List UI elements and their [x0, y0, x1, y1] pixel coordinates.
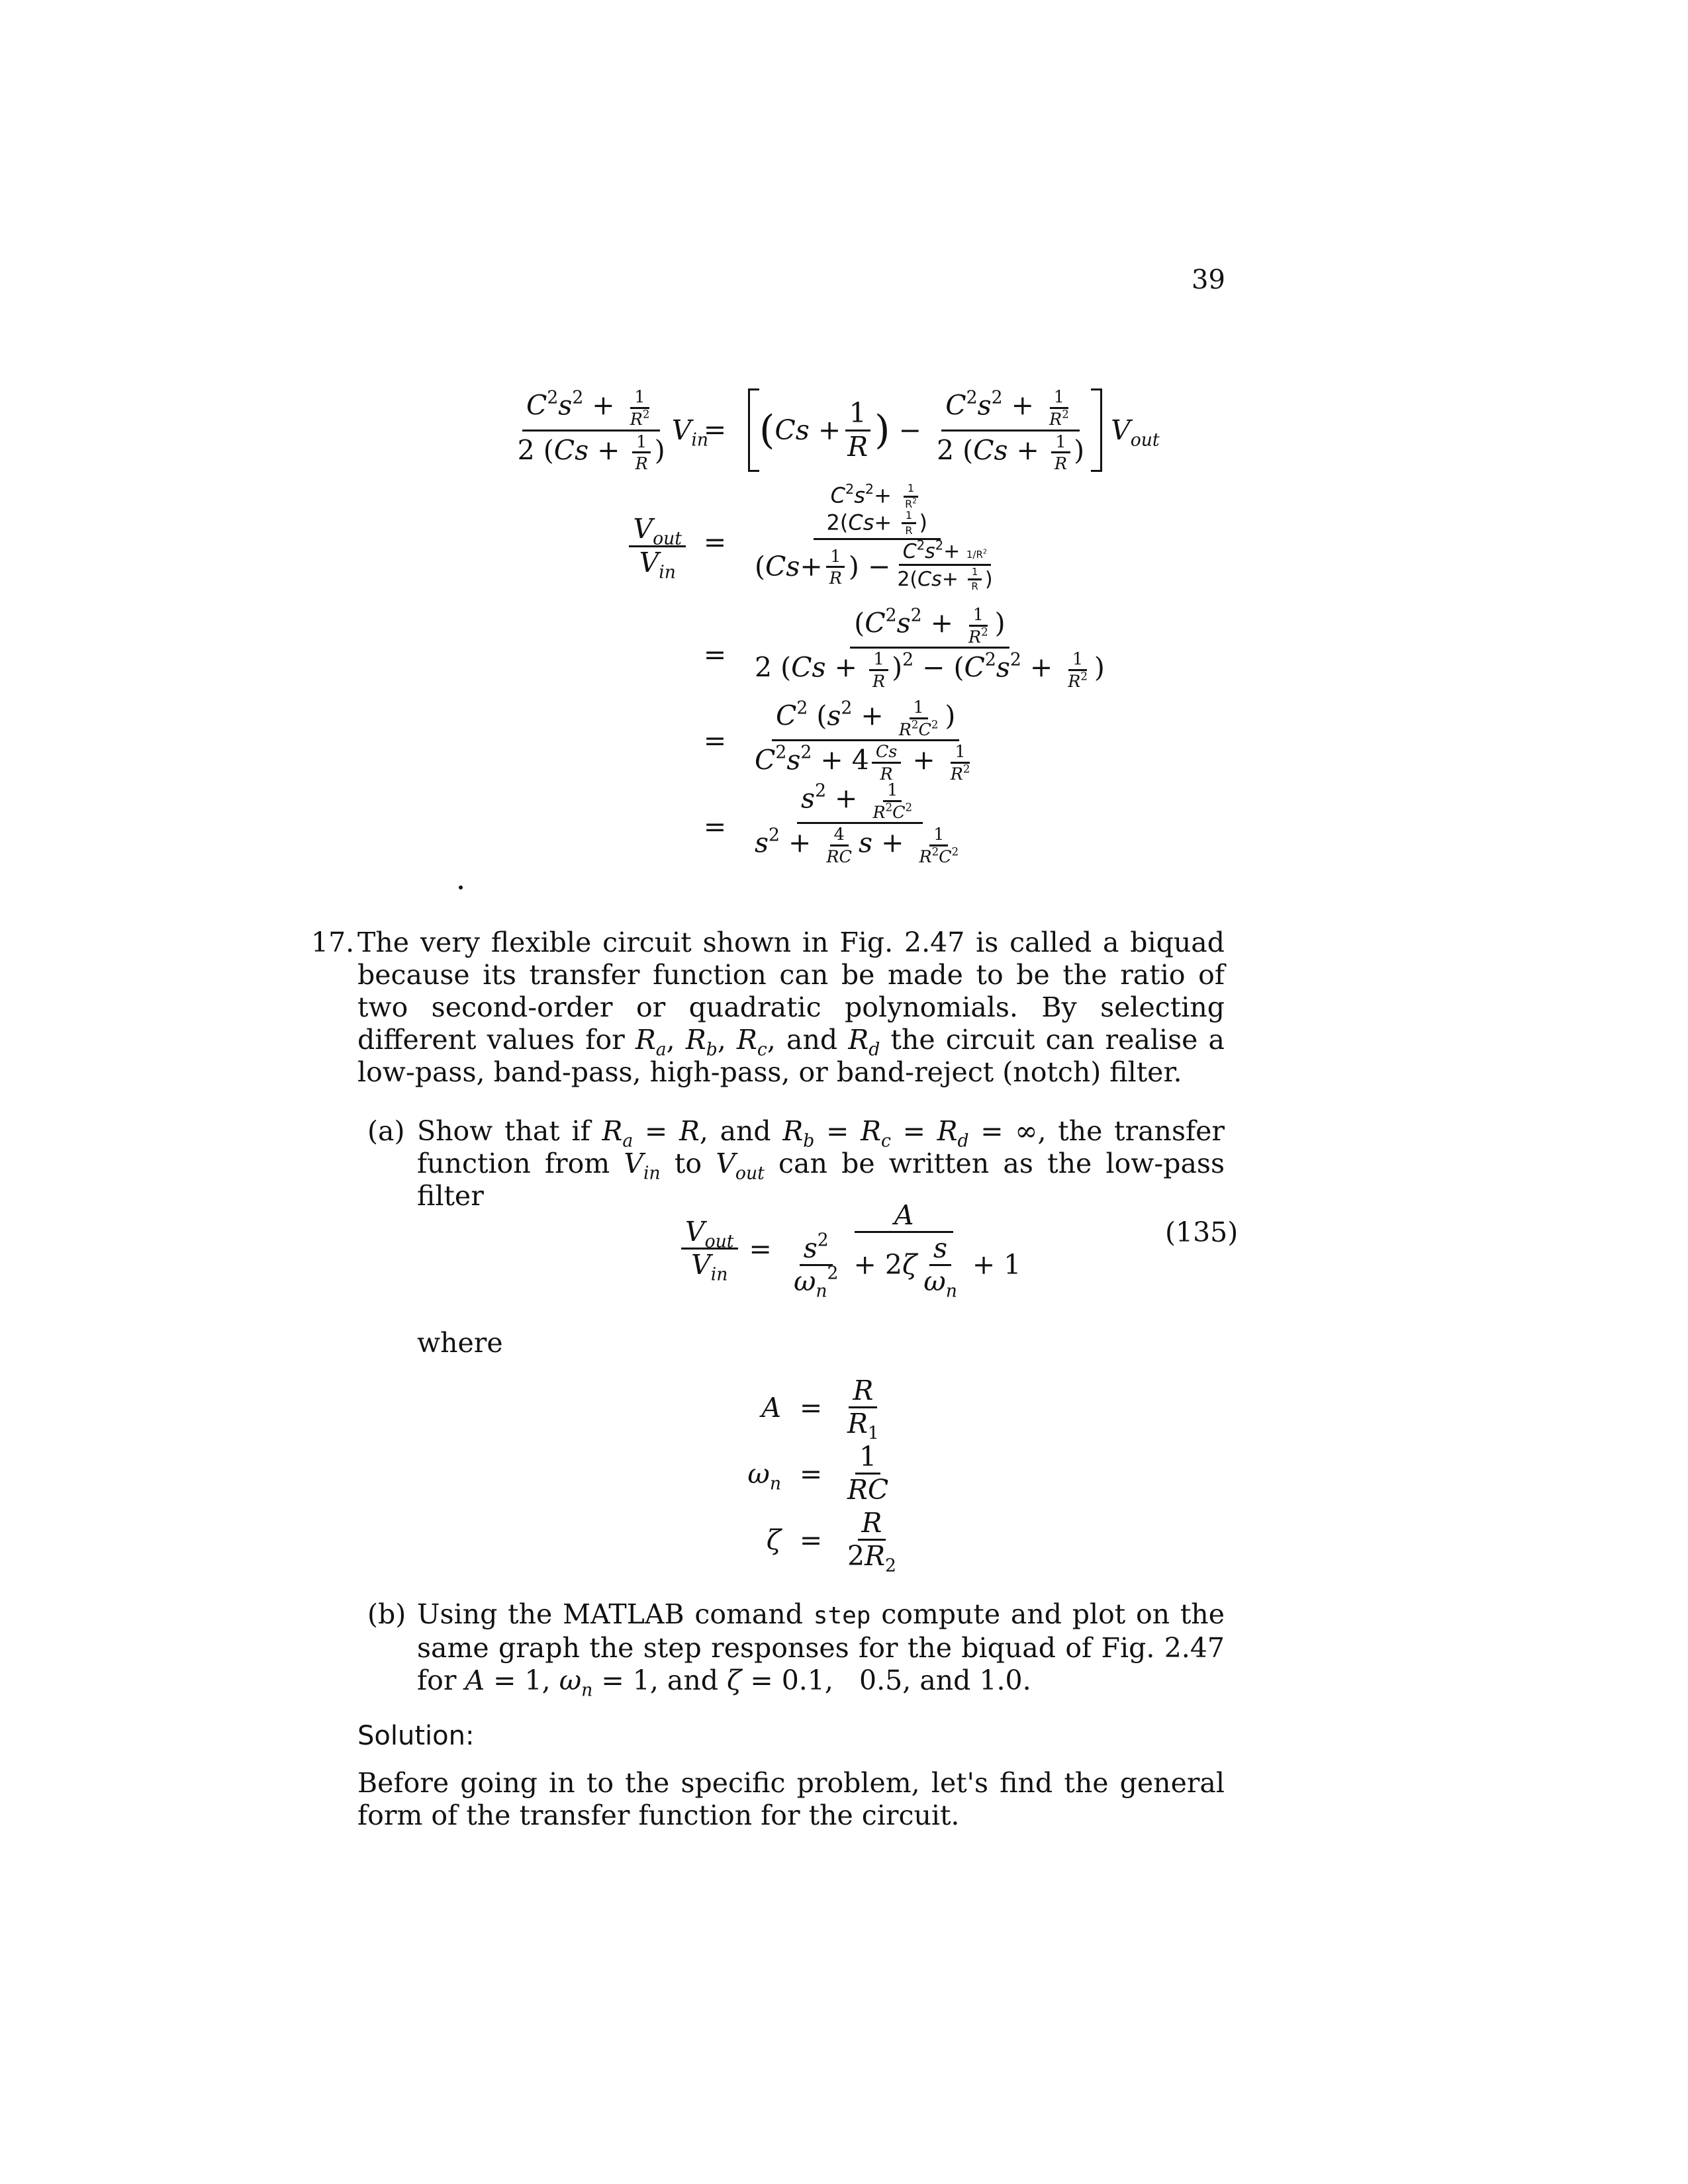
derivation-line5-rhs: $s^2$ + $\frac{1}{R^2C^2}$ $s^2$ + $\frac{4}{RC}$ s + $\frac{1}{R^2C^2}$ — [755, 780, 959, 867]
derivation-line1-lhs: $C^2s^2$ + $\frac{1}{R^2}$ 2 (Cs + $\frac{1}{R}$ ) $V_{in}$ — [517, 387, 708, 474]
where-label: where — [417, 1327, 503, 1359]
solution-heading: Solution: — [357, 1721, 475, 1751]
vin-symbol: $V_{in}$ — [671, 414, 708, 451]
equation-number: (135) — [1165, 1216, 1239, 1248]
equals-sign: = — [703, 725, 727, 756]
equals-sign: = — [703, 414, 727, 445]
derivation-line2-lhs: $\frac{V_{out}}{V_{in}}$ — [569, 503, 688, 589]
matlab-step-command: step — [813, 1602, 871, 1629]
equals-sign: = — [703, 526, 727, 558]
equation-135: $\frac{V_{out}}{V_{in}}$ = A $\frac{s^2}{\omega_n^2}$ + 2 ζ $\frac{s}{\omega_n}$ + 1 — [679, 1201, 1027, 1296]
part-b-text: Using the MATLAB comand step compute and plot on the same graph the step responses for the biquad of Fig. 2.47 for A = 1, $\omega_n = 1$, and ζ = 0.1, 0.5, and 1.0. — [417, 1598, 1225, 1701]
definition-zeta: ζ = $\frac{R}{2R_2}$ — [766, 1507, 896, 1576]
problem-intro: The very flexible circuit shown in Fig. 2.47 is called a biquad because its transfer function can be made to be the ratio of two second-order or quadratic polynomials. By selecting different values for $R_a$, $R_b$, $R_c$, and $R_d$ the circuit can realise a low-pass, band-pass, high-pass, or band-reject (notch) filter. — [357, 927, 1225, 1088]
derivation-line4-rhs: $C^2$ ($s^2$ + $\frac{1}{R^2C^2}$ ) $C^2s^2 + 4$ $\frac{Cs}{R}$ + $\frac{1}{R^2}$ — [755, 697, 970, 784]
part-b-label: (b) — [367, 1598, 406, 1630]
equals-sign: = — [703, 639, 727, 670]
problem-number: 17. — [311, 927, 355, 958]
derivation-line3-rhs: ($C^2s^2$ + $\frac{1}{R^2}$ ) 2 (Cs + $\frac{1}{R}$ )$^2 - (C^2s^2$ + $\frac{1}{R^2}$ ) — [755, 604, 1105, 692]
stray-dot — [459, 886, 463, 889]
equals-sign: = — [703, 811, 727, 842]
definition-A: A = $\frac{R}{R_1}$ — [761, 1375, 879, 1444]
definition-omega-n: $\omega_n$ = $\frac{1}{RC}$ — [747, 1441, 889, 1506]
part-a-label: (a) — [367, 1115, 405, 1147]
derivation-line1-rhs: ( Cs + $\frac{1}{R}$ ) − $C^2s^2$ + $\frac{1}{R^2}$ 2 (Cs + $\frac{1}{R}$ ) $V_{out}$ — [748, 387, 1160, 473]
solution-text: Before going in to the specific problem, let's find the general form of the transfer function for the circuit. — [357, 1767, 1225, 1831]
derivation-line2-rhs: $C^2s^2+$ $\frac{1}{R^2}$ 2(Cs+ $\frac{1}{R}$ ) ( Cs + $\frac{1}{R}$ ) − $C^2s^2+ 1/R^2$ 2(Cs+ $\frac{1}{R}$ ) — [755, 480, 993, 593]
part-a-text: Show that if $R_a = R$, and $R_b = R_c = R_d$ = ∞, the transfer function from $V_{in}$ to $V_{out}$ can be written as the low-pass filter — [417, 1115, 1225, 1212]
vout-symbol: $V_{out}$ — [1111, 414, 1160, 451]
page-number: 39 — [1192, 265, 1225, 295]
